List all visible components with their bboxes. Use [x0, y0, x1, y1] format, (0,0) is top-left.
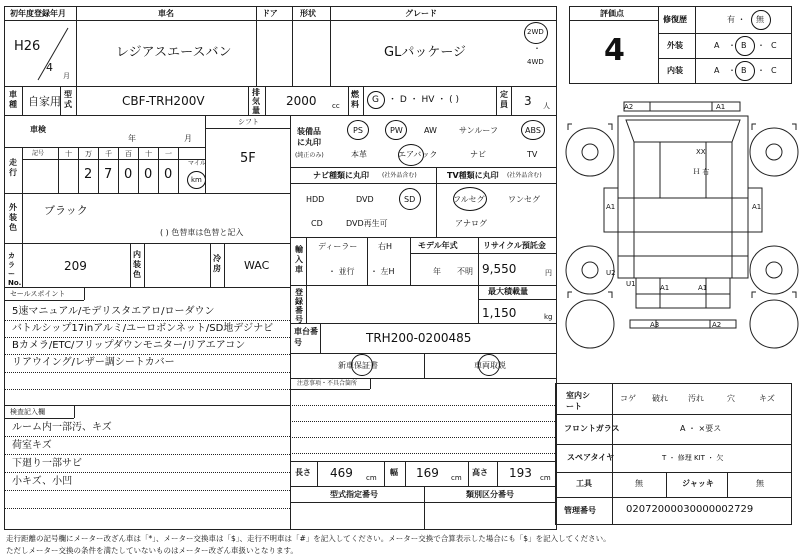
equip-navi: ナビ	[470, 150, 486, 159]
shift-value: 5F	[240, 151, 256, 166]
repair-selected: 無	[756, 15, 764, 24]
equipment-sublabel: (純正のみ)	[295, 152, 324, 159]
grade-label: グレード	[405, 9, 437, 18]
digit-value-2: 7	[104, 167, 113, 182]
exterior-grade-b: B	[741, 41, 747, 50]
digit-value-1: 2	[84, 167, 93, 182]
main-form	[4, 6, 557, 530]
digit-value-4: 0	[144, 167, 153, 182]
windshield-label: フロントガラス	[564, 424, 620, 433]
exterior-grade-label: 外装	[667, 41, 683, 50]
shaken-year-unit: 年	[128, 134, 136, 143]
tools-value: 無	[635, 479, 643, 488]
digit-label-5: 一	[165, 150, 172, 158]
door-label: ドア	[262, 9, 278, 18]
equip-leather: 本革	[351, 150, 367, 159]
reg-era-year: H26	[14, 39, 41, 54]
capacity-value: 3	[524, 94, 532, 108]
vehicle-manual: 車両取説	[474, 361, 506, 370]
model-year-label: モデル年式	[418, 241, 458, 250]
tools-label: 工具	[576, 479, 592, 488]
seat-opt-scratch: キズ	[759, 394, 775, 403]
height-label: 高さ	[472, 468, 488, 477]
fuel-g: G	[372, 95, 379, 105]
displacement-unit: cc	[332, 102, 340, 110]
map-mark-xx: XX	[696, 148, 706, 156]
interior-grade-c: C	[771, 66, 777, 75]
fuel-options: ・ D ・ HV ・ ( )	[388, 95, 460, 105]
chassis-value: TRH200-0200485	[366, 331, 472, 345]
footnote-2: ただしメーター交換の条件を満たしていないものはメーター改ざん車扱いとなります。	[6, 546, 298, 555]
displacement-label: 排気量	[252, 88, 260, 115]
score-value: 4	[604, 33, 625, 68]
digit-label-1: 万	[85, 150, 92, 158]
length-label: 長さ	[295, 468, 311, 477]
interior-color-label: 内装色	[133, 250, 141, 279]
tv-sublabel: (社外品含む)	[507, 172, 542, 179]
shaken-label: 車検	[30, 125, 46, 134]
import-label: 輸入車	[295, 245, 303, 274]
length-unit: cm	[366, 474, 377, 482]
footnote-1: 走行距離の記号欄にメーター改ざん車は「*」、メーター交換車は「$」、走行不明車は「#」を記入してください。メーター交換で合算表示した場合にも「$」を記入してください。	[6, 534, 611, 543]
tv-label: TV種類に丸印	[447, 171, 499, 180]
ac-value: WAC	[244, 259, 270, 272]
seat-opt-burn: コゲ	[620, 394, 636, 403]
digit-value-3: 0	[124, 167, 133, 182]
map-mark-a3: A3	[650, 321, 660, 329]
width-value: 169	[416, 466, 439, 480]
shaken-month-unit: 月	[184, 134, 192, 143]
navi-label: ナビ種類に丸印	[313, 171, 369, 180]
exterior-dot-1: ・	[728, 41, 736, 50]
jack-label: ジャッキ	[682, 479, 714, 488]
drive-dot: ・	[533, 44, 541, 53]
exterior-dot-2: ・	[757, 41, 765, 50]
car-name-value: レジアスエースバン	[116, 45, 232, 60]
exterior-color-value: ブラック	[44, 204, 88, 217]
digit-label-4: 十	[145, 150, 152, 158]
grade-value: GLパッケージ	[384, 45, 467, 60]
vehicle-label: 車種	[9, 90, 17, 109]
ac-label: 冷房	[213, 254, 221, 273]
recycle-value: 9,550	[482, 262, 517, 276]
map-mark-a1-front: A1	[716, 103, 726, 111]
inspector-notes-label: 検査記入欄	[10, 408, 45, 416]
equip-aw: AW	[424, 126, 437, 135]
inspector-note-4: 小キズ、小凹	[12, 476, 73, 487]
map-mark-a1-left: A1	[606, 203, 616, 211]
exterior-color-note: ( ) 色替車は色替と記入	[160, 228, 244, 237]
fuel-label: 燃料	[351, 90, 359, 109]
digit-value-5: 0	[164, 167, 173, 182]
chassis-label: 車台番号	[294, 327, 318, 347]
map-mark-a1-rear-2: A1	[698, 284, 708, 292]
drive-4wd: 4WD	[527, 58, 544, 66]
max-load-unit: kg	[544, 313, 553, 321]
interior-dot-2: ・	[757, 66, 765, 75]
sales-points-label: セールスポイント	[10, 290, 66, 298]
equip-tv: TV	[527, 150, 538, 159]
mile-label: マイル	[188, 160, 206, 167]
navi-cd: CD	[311, 219, 323, 228]
exterior-grade-a: A	[714, 41, 720, 50]
km-label: km	[191, 176, 202, 184]
map-mark-u1: U1	[626, 280, 636, 288]
tv-fullseg: フルセグ	[453, 195, 485, 204]
model-year-value: 不明	[457, 267, 473, 276]
equip-pw: PW	[390, 126, 403, 135]
exterior-color-label: 外装色	[9, 203, 17, 232]
height-value: 193	[509, 466, 532, 480]
recycle-label: リサイクル預託金	[483, 241, 546, 250]
recycle-unit: 円	[545, 269, 552, 277]
symbol-label: 記号	[32, 150, 45, 157]
tv-analog: アナログ	[455, 219, 487, 228]
digit-label-2: 千	[105, 150, 112, 158]
equipment-label: 装備品に丸印	[297, 127, 321, 147]
model-year-unit: 年	[433, 267, 441, 276]
seat-opt-tear: 破れ	[652, 394, 668, 403]
shape-label: 形状	[300, 9, 316, 18]
drive-2wd: 2WD	[527, 28, 544, 36]
interior-grade-label: 内装	[667, 66, 683, 75]
remarks-label: 注意事項・不具合箇所	[297, 380, 358, 387]
width-label: 幅	[390, 468, 398, 477]
displacement-value: 2000	[286, 94, 317, 108]
new-car-warranty: 新車保証書	[338, 361, 378, 370]
sales-point-4: リアウイング/レザー調シートカバー	[12, 357, 175, 368]
shift-label: シフト	[238, 118, 259, 126]
import-right-h: 右H	[378, 242, 393, 251]
seat-opt-hole: 穴	[727, 394, 735, 403]
car-damage-map	[560, 92, 800, 376]
inspector-note-2: 荷室キズ	[12, 440, 52, 451]
import-parallel: ・ 並行	[328, 267, 355, 276]
map-mark-u2: U2	[606, 269, 616, 277]
spare-tire-label: スペアタイヤ	[567, 453, 615, 462]
sales-point-3: Bカメラ/ETC/フリップダウンモニター/リアエアコン	[12, 340, 246, 351]
navi-sd: SD	[404, 195, 416, 204]
length-value: 469	[330, 466, 353, 480]
category-label: 類別区分番号	[466, 490, 514, 499]
max-load-value: 1,150	[482, 306, 517, 320]
navi-sublabel: (社外品含む)	[382, 172, 417, 179]
import-dealer: ディーラー	[318, 242, 358, 251]
digit-label-3: 百	[125, 150, 132, 158]
map-mark-h-right: Ｈ 右	[693, 168, 710, 176]
map-mark-a1-right: A1	[752, 203, 762, 211]
navi-dvd-play: DVD再生可	[346, 219, 388, 228]
type-designation-label: 型式指定番号	[330, 490, 378, 499]
interior-grade-a: A	[714, 66, 720, 75]
interior-dot-1: ・	[728, 66, 736, 75]
map-mark-a2-rear: A2	[712, 321, 722, 329]
mgmt-label: 管理番号	[564, 506, 596, 515]
color-code-label: カラーNo.	[8, 252, 22, 287]
exterior-grade-c: C	[771, 41, 777, 50]
map-mark-a1-rear: A1	[660, 284, 670, 292]
equip-sunroof: サンルーフ	[459, 126, 498, 135]
spare-tire-value: T ・ 修理 KIT ・ 欠	[662, 454, 724, 462]
tv-oneseg: ワンセグ	[508, 195, 540, 204]
inspector-note-3: 下廻り一部サビ	[12, 458, 82, 469]
interior-grade-b: B	[741, 66, 747, 75]
map-mark-a2-front: A2	[624, 103, 634, 111]
color-code-value: 209	[64, 259, 87, 273]
navi-dvd: DVD	[356, 195, 374, 204]
sales-point-2: バトルシップ17inアルミ/ユーロボンネット/SD地デジナビ	[12, 323, 274, 334]
car-name-label: 車名	[158, 9, 174, 18]
capacity-unit: 人	[543, 102, 550, 110]
reg-month: 4	[46, 61, 53, 74]
equip-airbag: エアバック	[398, 150, 438, 159]
seat-label: 室内シート	[566, 391, 590, 411]
seat-opt-dirt: 汚れ	[688, 394, 704, 403]
max-load-label: 最大積載量	[488, 287, 528, 296]
repair-history-label: 修復歴	[663, 15, 687, 24]
mgmt-value: 02072000030000002729	[626, 504, 754, 515]
registration-label: 登録番号	[295, 288, 303, 324]
import-left-h: ・ 左H	[370, 267, 395, 276]
mileage-label: 走行	[9, 158, 17, 177]
inspector-note-1: ルーム内一部汚、キズ	[12, 422, 112, 433]
repair-options: 有 ・	[727, 15, 746, 24]
reg-month-unit: 月	[63, 72, 70, 80]
equip-ps: PS	[353, 126, 363, 135]
width-unit: cm	[451, 474, 462, 482]
model-label: 型式	[64, 90, 72, 109]
vehicle-value: 自家用	[28, 95, 61, 108]
windshield-value: A ・ ×要ス	[680, 424, 722, 433]
jack-value: 無	[756, 479, 764, 488]
capacity-label: 定員	[500, 90, 508, 109]
model-value: CBF-TRH200V	[122, 94, 205, 108]
score-label: 評価点	[600, 9, 624, 18]
navi-hdd: HDD	[306, 195, 325, 204]
sales-point-1: 5速マニュアル/モデリスタエアロ/ローダウン	[12, 306, 215, 317]
digit-label-0: 十	[65, 150, 72, 158]
reg-year-label: 初年度登録年月	[10, 9, 66, 18]
equip-abs: ABS	[525, 126, 541, 135]
height-unit: cm	[540, 474, 551, 482]
